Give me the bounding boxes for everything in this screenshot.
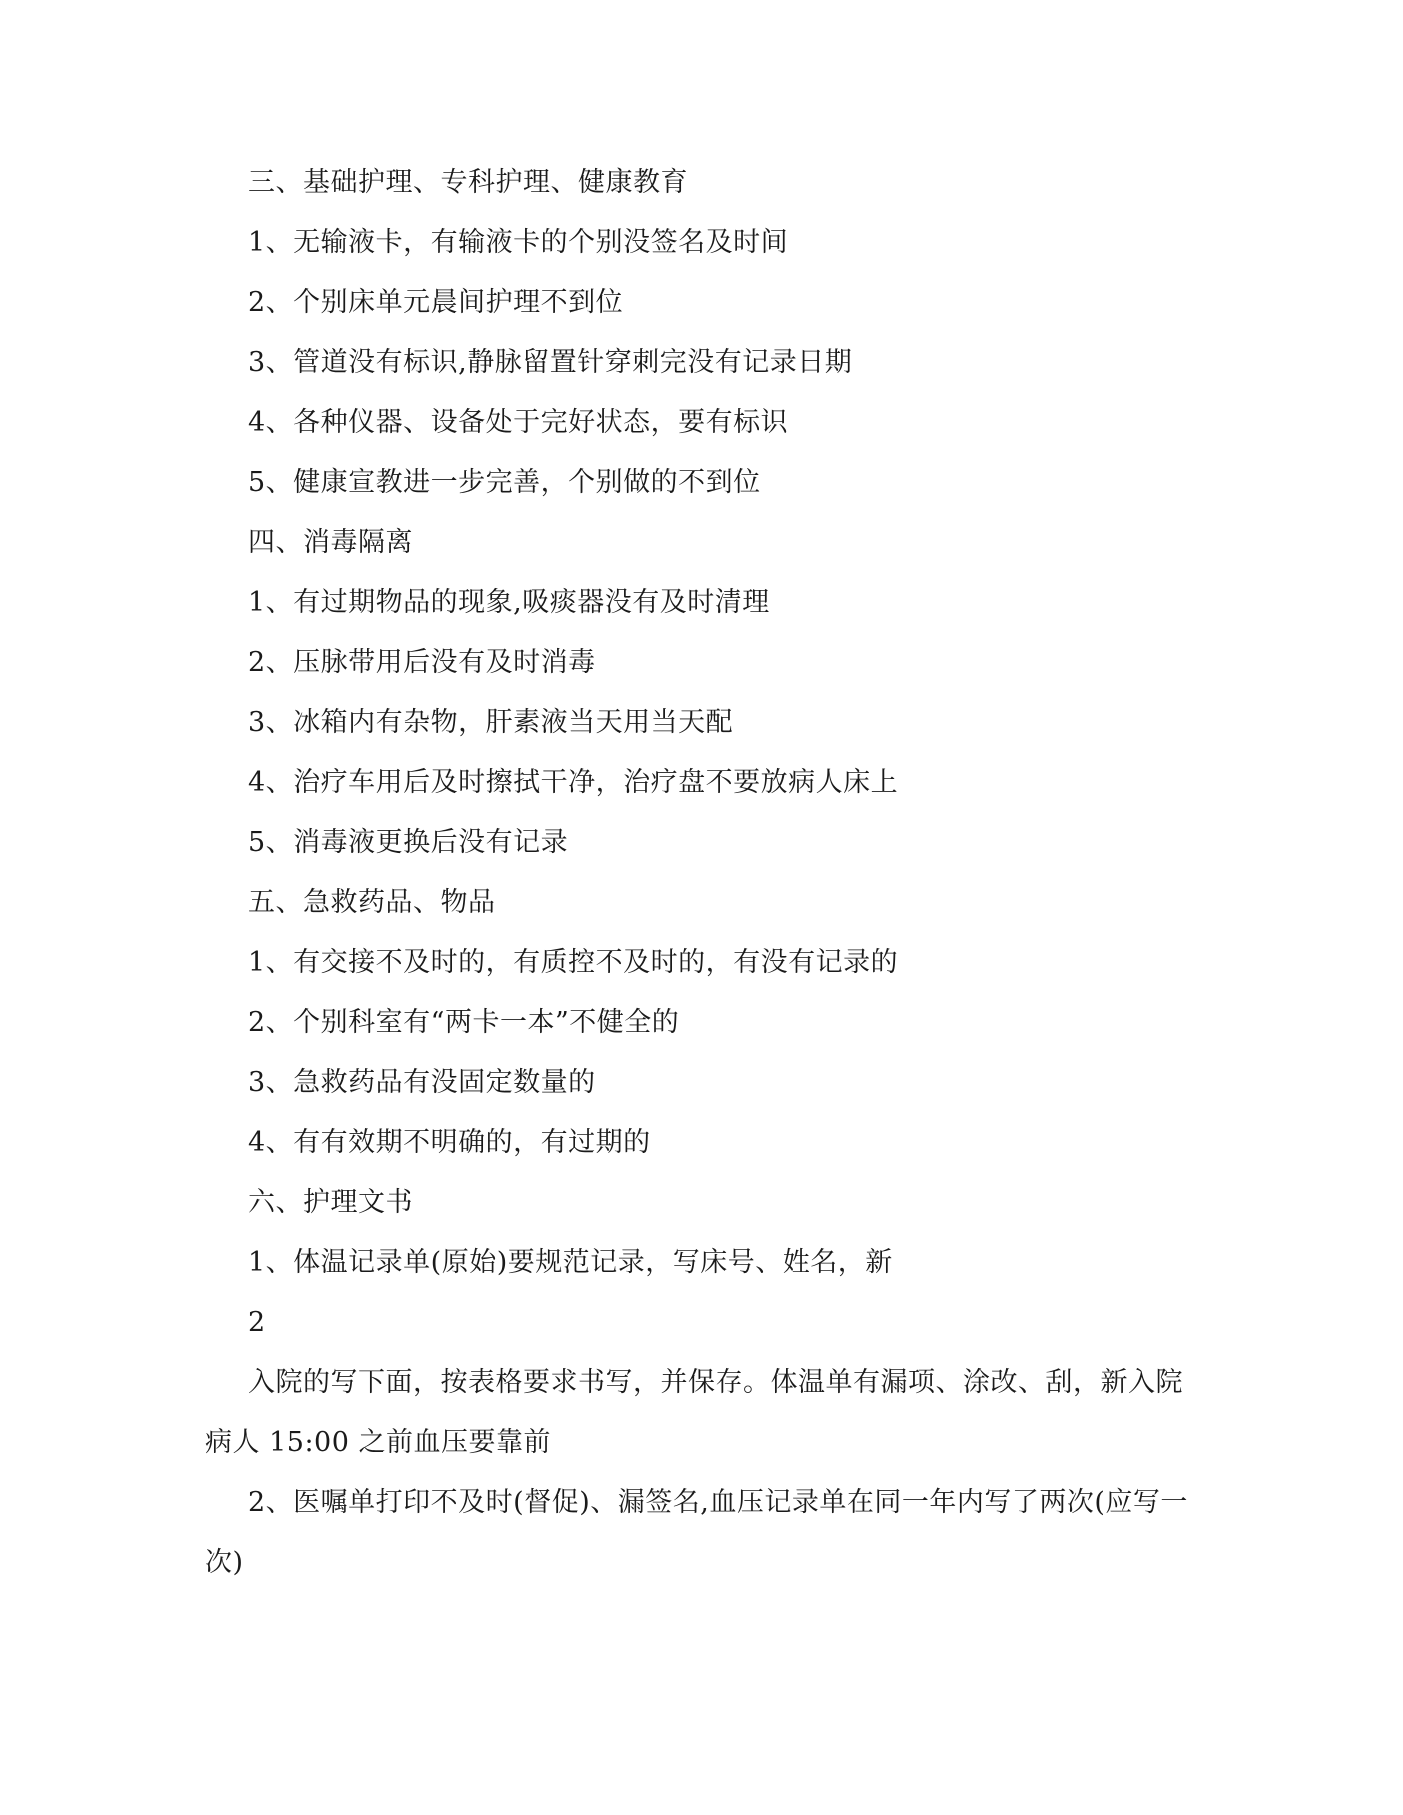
list-item: 5、健康宣教进一步完善，个别做的不到位 [248, 467, 761, 498]
list-item: 1、有过期物品的现象,吸痰器没有及时清理 [248, 587, 770, 618]
list-item: 1、体温记录单(原始)要规范记录，写床号、姓名，新 [248, 1247, 893, 1278]
paragraph: 2、医嘱单打印不及时(督促)、漏签名,血压记录单在同一年内写了两次(应写一次) [205, 1487, 1188, 1578]
list-item: 3、管道没有标识,静脉留置针穿刺完没有记录日期 [248, 347, 853, 378]
list-item: 2、个别床单元晨间护理不到位 [248, 287, 624, 318]
paragraph: 入院的写下面，按表格要求书写，并保存。体温单有漏项、涂改、刮，新入院病人 15:00 之前血压要靠前 [205, 1367, 1183, 1458]
section-heading: 五、急救药品、物品 [248, 887, 496, 918]
page-number: 2 [248, 1307, 266, 1338]
list-item: 3、急救药品有没固定数量的 [248, 1067, 596, 1098]
list-item: 2、压脉带用后没有及时消毒 [248, 647, 596, 678]
list-item: 1、无输液卡，有输液卡的个别没签名及时间 [248, 227, 789, 258]
list-item: 5、消毒液更换后没有记录 [248, 827, 569, 858]
list-item: 4、各种仪器、设备处于完好状态，要有标识 [248, 407, 789, 438]
section-heading: 六、护理文书 [248, 1187, 413, 1218]
section-heading: 三、基础护理、专科护理、健康教育 [248, 167, 688, 198]
list-item: 2、个别科室有“两卡一本”不健全的 [248, 1007, 680, 1038]
section-heading: 四、消毒隔离 [248, 527, 413, 558]
list-item: 4、治疗车用后及时擦拭干净，治疗盘不要放病人床上 [248, 767, 899, 798]
list-item: 1、有交接不及时的，有质控不及时的，有没有记录的 [248, 947, 899, 978]
list-item: 3、冰箱内有杂物，肝素液当天用当天配 [248, 707, 734, 738]
list-item: 4、有有效期不明确的，有过期的 [248, 1127, 651, 1158]
